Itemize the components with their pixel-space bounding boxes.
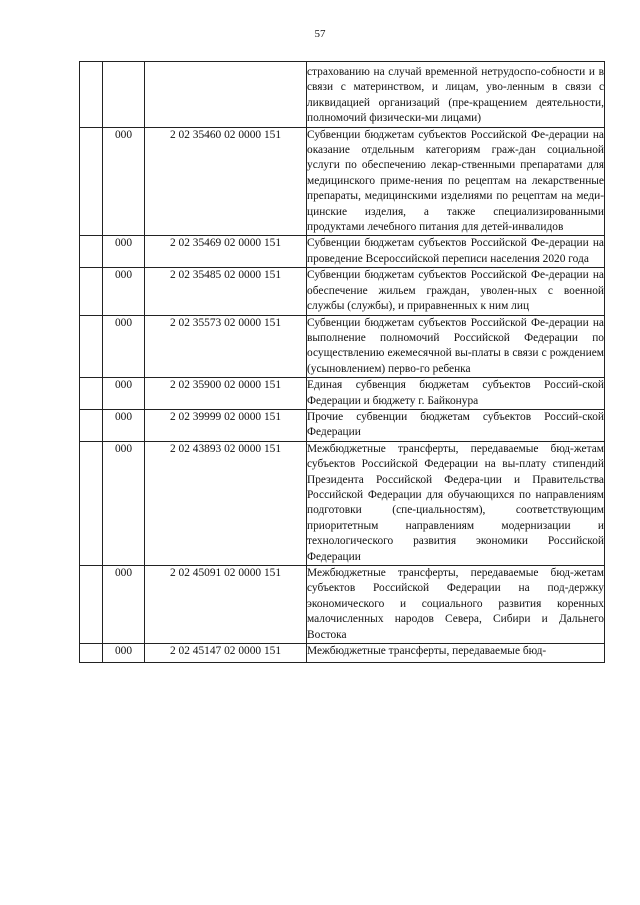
- table-row: [80, 268, 605, 315]
- kbk-code-cell: [145, 62, 307, 128]
- table-row: [80, 441, 605, 565]
- admin-code-cell: 000: [103, 127, 145, 236]
- blank-cell: [80, 441, 103, 565]
- admin-code-cell: 000: [103, 409, 145, 441]
- kbk-code-cell: 2 02 35485 02 0000 151: [145, 268, 307, 315]
- description-cell: Межбюджетные трансферты, передаваемые бюд-жетам субъектов Российской Федерации на вы-плату стипендий Президента Российской Федера-ции и Правительства Российской Федерации для обучающихся по направлениям подготовки (спе-циальностям), соответствующим приоритетным направлениям модернизации и технологического развития экономики Российской Федерации: [307, 441, 605, 565]
- blank-cell: [80, 127, 103, 236]
- description-cell: Межбюджетные трансферты, передаваемые бюд-жетам субъектов Российской Федерации на под-держку экономического и социального развития коренных малочисленных народов Севера, Сибири и Дальнего Востока: [307, 566, 605, 644]
- table-row: [80, 378, 605, 410]
- blank-cell: [80, 644, 103, 663]
- kbk-code-cell: 2 02 43893 02 0000 151: [145, 441, 307, 565]
- blank-cell: [80, 315, 103, 378]
- description-cell: Единая субвенция бюджетам субъектов Россий-ской Федерации и бюджету г. Байконура: [307, 378, 605, 410]
- admin-code-cell: [103, 62, 145, 128]
- kbk-code-cell: 2 02 35900 02 0000 151: [145, 378, 307, 410]
- description-cell: Субвенции бюджетам субъектов Российской Фе-дерации на выполнение полномочий Российской Федерации по осуществлению ежемесячной вы-платы в связи с рождением (усыновлением) перво-го ребенка: [307, 315, 605, 378]
- table-row: [80, 566, 605, 644]
- admin-code-cell: 000: [103, 644, 145, 663]
- admin-code-cell: 000: [103, 378, 145, 410]
- table-row: [80, 236, 605, 268]
- blank-cell: [80, 409, 103, 441]
- kbk-code-cell: 2 02 45147 02 0000 151: [145, 644, 307, 663]
- kbk-code-cell: 2 02 35460 02 0000 151: [145, 127, 307, 236]
- admin-code-cell: 000: [103, 566, 145, 644]
- admin-code-cell: 000: [103, 441, 145, 565]
- table-row: [80, 644, 605, 663]
- page-number: 57: [314, 28, 326, 40]
- table-row: [80, 315, 605, 378]
- budget-table: [79, 61, 605, 663]
- blank-cell: [80, 566, 103, 644]
- kbk-code-cell: 2 02 35469 02 0000 151: [145, 236, 307, 268]
- table-row: [80, 409, 605, 441]
- admin-code-cell: 000: [103, 268, 145, 315]
- description-cell: страхованию на случай временной нетрудоспо-собности и в связи с материнством, и лицам, уво-ленным в связи с ликвидацией организаций (пре-кращением деятельности, полномочий физически-ми лицами): [307, 62, 605, 128]
- description-cell: Межбюджетные трансферты, передаваемые бюд-: [307, 644, 605, 663]
- blank-cell: [80, 62, 103, 128]
- kbk-code-cell: 2 02 45091 02 0000 151: [145, 566, 307, 644]
- admin-code-cell: 000: [103, 315, 145, 378]
- blank-cell: [80, 236, 103, 268]
- table-row: [80, 62, 605, 128]
- table-row: [80, 127, 605, 236]
- admin-code-cell: 000: [103, 236, 145, 268]
- kbk-code-cell: 2 02 35573 02 0000 151: [145, 315, 307, 378]
- description-cell: Прочие субвенции бюджетам субъектов Россий-ской Федерации: [307, 409, 605, 441]
- description-cell: Субвенции бюджетам субъектов Российской Фе-дерации на проведение Всероссийской переписи населения 2020 года: [307, 236, 605, 268]
- description-cell: Субвенции бюджетам субъектов Российской Фе-дерации на обеспечение жильем граждан, уволен-ных с военной службы (службы), и приравненных к ним лиц: [307, 268, 605, 315]
- description-cell: Субвенции бюджетам субъектов Российской Фе-дерации на оказание отдельным категориям граж-дан социальной услуги по обеспечению лекар-ственными препаратами для медицинского приме-нения по рецептам на лекарственные препараты, медицинскими изделиями по рецептам на меди-цинские изделия, а также специализированными продуктами лечебного питания для детей-инвалидов: [307, 127, 605, 236]
- kbk-code-cell: 2 02 39999 02 0000 151: [145, 409, 307, 441]
- blank-cell: [80, 378, 103, 410]
- blank-cell: [80, 268, 103, 315]
